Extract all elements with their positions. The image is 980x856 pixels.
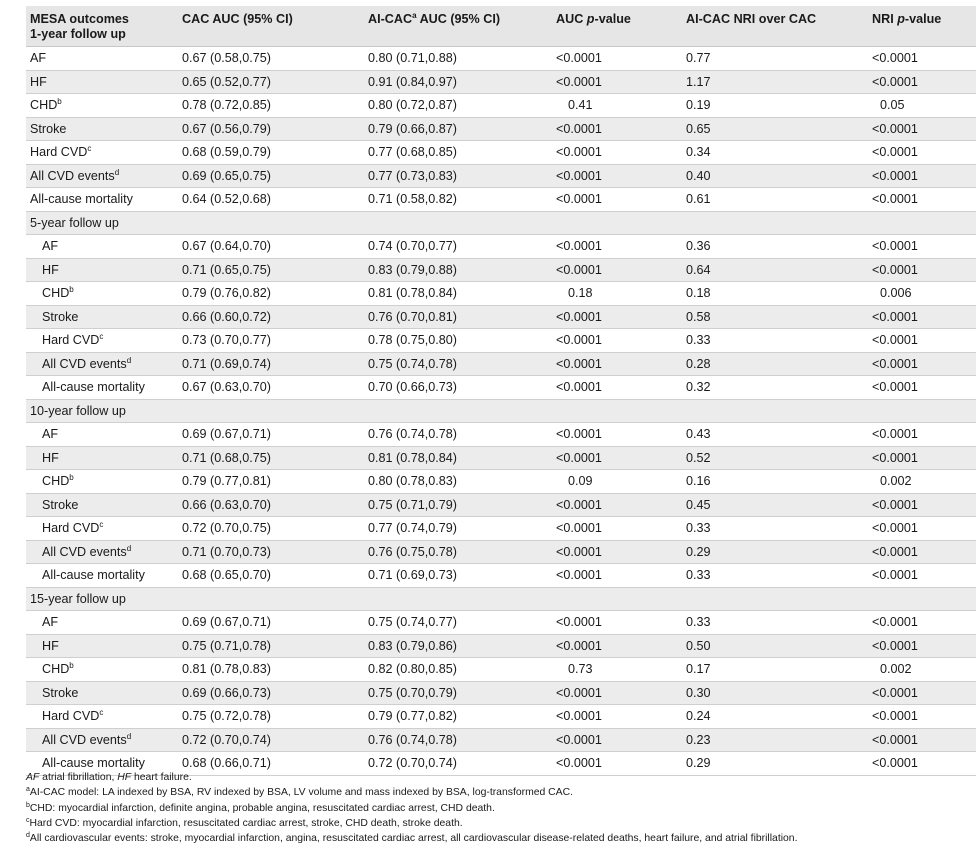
ai-cac-auc-cell: 0.81 (0.78,0.84) bbox=[364, 446, 552, 470]
footnote-a-text: AI-CAC model: LA indexed by BSA, RV indexed by BSA, LV volume and mass indexed by BSA, log-transformed CAC. bbox=[29, 787, 573, 799]
section-title: 15-year follow up bbox=[26, 587, 976, 611]
nri-p-value-cell: <0.0001 bbox=[868, 47, 976, 71]
ai-cac-auc-cell: 0.77 (0.73,0.83) bbox=[364, 164, 552, 188]
auc-p-value-cell: <0.0001 bbox=[552, 493, 682, 517]
nri-p-value-cell: <0.0001 bbox=[868, 564, 976, 588]
cac-auc-cell: 0.81 (0.78,0.83) bbox=[178, 658, 364, 682]
ai-cac-auc-cell: 0.76 (0.74,0.78) bbox=[364, 728, 552, 752]
nri-p-value-cell: <0.0001 bbox=[868, 728, 976, 752]
footnote-marker: b bbox=[69, 661, 74, 671]
outcome-label: HF bbox=[42, 638, 59, 653]
cac-auc-cell: 0.67 (0.64,0.70) bbox=[178, 235, 364, 259]
nri-cell: 0.61 bbox=[682, 188, 868, 212]
outcome-label: HF bbox=[30, 74, 47, 89]
header-ai-cac-auc bbox=[364, 6, 552, 47]
cac-auc-cell: 0.67 (0.58,0.75) bbox=[178, 47, 364, 71]
header-nri-p-italic: p bbox=[897, 12, 905, 26]
auc-p-value-cell: 0.18 bbox=[552, 282, 682, 306]
header-ai-cac-rest: AUC (95% CI) bbox=[416, 12, 501, 26]
header-nri: AI-CAC NRI over CAC bbox=[682, 6, 868, 47]
outcome-cell bbox=[26, 282, 178, 306]
footnote-c-marker: c bbox=[26, 816, 30, 824]
ai-cac-auc-cell: 0.91 (0.84,0.97) bbox=[364, 70, 552, 94]
outcome-label: Hard CVD bbox=[42, 333, 100, 348]
table-row bbox=[26, 282, 976, 306]
header-outcomes bbox=[26, 6, 178, 47]
outcome-label: AF bbox=[42, 427, 59, 442]
nri-p-value-cell: <0.0001 bbox=[868, 423, 976, 447]
auc-p-value-cell: <0.0001 bbox=[552, 376, 682, 400]
outcome-cell bbox=[26, 94, 178, 118]
auc-p-value-cell: <0.0001 bbox=[552, 540, 682, 564]
table-row bbox=[26, 658, 976, 682]
auc-p-value-cell: 0.41 bbox=[552, 94, 682, 118]
nri-cell: 0.18 bbox=[682, 282, 868, 306]
auc-p-value-cell: 0.09 bbox=[552, 470, 682, 494]
nri-cell: 0.52 bbox=[682, 446, 868, 470]
nri-p-value-cell: <0.0001 bbox=[868, 705, 976, 729]
nri-p-value-cell: <0.0001 bbox=[868, 446, 976, 470]
nri-cell: 0.65 bbox=[682, 117, 868, 141]
table-row bbox=[26, 235, 976, 259]
abbr-af-text: atrial fibrillation, bbox=[39, 772, 118, 783]
outcome-cell bbox=[26, 188, 178, 212]
cac-auc-cell: 0.71 (0.65,0.75) bbox=[178, 258, 364, 282]
header-ai-cac-label: AI-CAC bbox=[368, 12, 413, 26]
header-nri-p-a: NRI bbox=[872, 12, 898, 26]
auc-p-value-cell: <0.0001 bbox=[552, 705, 682, 729]
table-row bbox=[26, 164, 976, 188]
header-nri-p-b: -value bbox=[904, 12, 942, 26]
nri-cell: 0.33 bbox=[682, 564, 868, 588]
auc-p-value-cell: <0.0001 bbox=[552, 329, 682, 353]
cac-auc-cell: 0.78 (0.72,0.85) bbox=[178, 94, 364, 118]
cac-auc-cell: 0.69 (0.67,0.71) bbox=[178, 611, 364, 635]
nri-cell: 0.77 bbox=[682, 47, 868, 71]
nri-cell: 0.28 bbox=[682, 352, 868, 376]
cac-auc-cell: 0.75 (0.71,0.78) bbox=[178, 634, 364, 658]
section-title: 10-year follow up bbox=[26, 399, 976, 423]
outcome-cell bbox=[26, 235, 178, 259]
footnote-a-marker: a bbox=[26, 786, 30, 794]
header-outcomes-line1: MESA outcomes bbox=[30, 12, 129, 26]
footnote-marker: c bbox=[99, 708, 104, 718]
table-row bbox=[26, 141, 976, 165]
outcome-cell bbox=[26, 141, 178, 165]
footnote-marker: d bbox=[126, 543, 132, 553]
outcome-cell bbox=[26, 705, 178, 729]
ai-cac-auc-cell: 0.77 (0.74,0.79) bbox=[364, 517, 552, 541]
nri-cell: 0.24 bbox=[682, 705, 868, 729]
table-row bbox=[26, 493, 976, 517]
nri-p-value-cell: <0.0001 bbox=[868, 305, 976, 329]
nri-cell: 0.43 bbox=[682, 423, 868, 447]
section-title: 5-year follow up bbox=[26, 211, 976, 235]
table-row bbox=[26, 329, 976, 353]
header-outcomes-line2: 1-year follow up bbox=[30, 27, 126, 41]
auc-p-value-cell: <0.0001 bbox=[552, 752, 682, 776]
outcome-label: All-cause mortality bbox=[42, 380, 145, 395]
footnote-marker: c bbox=[99, 520, 104, 530]
auc-p-value-cell: 0.73 bbox=[552, 658, 682, 682]
outcome-label: Stroke bbox=[42, 309, 79, 324]
header-nri-p bbox=[868, 6, 976, 47]
nri-p-value-cell: <0.0001 bbox=[868, 188, 976, 212]
section-header-row bbox=[26, 587, 976, 611]
outcome-cell bbox=[26, 423, 178, 447]
nri-p-value-cell: <0.0001 bbox=[868, 634, 976, 658]
outcome-label: Hard CVD bbox=[42, 521, 100, 536]
cac-auc-cell: 0.72 (0.70,0.75) bbox=[178, 517, 364, 541]
table-row bbox=[26, 540, 976, 564]
ai-cac-auc-cell: 0.72 (0.70,0.74) bbox=[364, 752, 552, 776]
footnote-c bbox=[26, 816, 976, 831]
outcome-label: CHD bbox=[30, 98, 58, 113]
auc-p-value-cell: <0.0001 bbox=[552, 141, 682, 165]
auc-p-value-cell: <0.0001 bbox=[552, 70, 682, 94]
cac-auc-cell: 0.66 (0.63,0.70) bbox=[178, 493, 364, 517]
outcome-label: All-cause mortality bbox=[42, 568, 145, 583]
nri-p-value-cell: 0.002 bbox=[868, 470, 976, 494]
table-row bbox=[26, 47, 976, 71]
ai-cac-auc-cell: 0.70 (0.66,0.73) bbox=[364, 376, 552, 400]
auc-p-value-cell: <0.0001 bbox=[552, 164, 682, 188]
outcome-cell bbox=[26, 70, 178, 94]
auc-p-value-cell: <0.0001 bbox=[552, 681, 682, 705]
outcome-cell bbox=[26, 540, 178, 564]
nri-p-value-cell: <0.0001 bbox=[868, 70, 976, 94]
ai-cac-auc-cell: 0.79 (0.66,0.87) bbox=[364, 117, 552, 141]
outcome-label: AF bbox=[42, 239, 59, 254]
nri-p-value-cell: <0.0001 bbox=[868, 329, 976, 353]
auc-p-value-cell: <0.0001 bbox=[552, 611, 682, 635]
auc-p-value-cell: <0.0001 bbox=[552, 634, 682, 658]
nri-cell: 0.64 bbox=[682, 258, 868, 282]
ai-cac-auc-cell: 0.80 (0.71,0.88) bbox=[364, 47, 552, 71]
footnotes bbox=[26, 770, 976, 846]
outcome-label: Stroke bbox=[42, 497, 79, 512]
ai-cac-auc-cell: 0.83 (0.79,0.86) bbox=[364, 634, 552, 658]
table-row bbox=[26, 564, 976, 588]
ai-cac-auc-cell: 0.77 (0.68,0.85) bbox=[364, 141, 552, 165]
outcome-label: All-cause mortality bbox=[42, 756, 145, 771]
outcome-label: AF bbox=[42, 615, 59, 630]
footnote-marker: d bbox=[126, 731, 132, 741]
footnote-marker: d bbox=[126, 355, 132, 365]
nri-p-value-cell: <0.0001 bbox=[868, 517, 976, 541]
ai-cac-auc-cell: 0.75 (0.70,0.79) bbox=[364, 681, 552, 705]
nri-cell: 0.45 bbox=[682, 493, 868, 517]
outcome-cell bbox=[26, 329, 178, 353]
ai-cac-auc-cell: 0.80 (0.72,0.87) bbox=[364, 94, 552, 118]
nri-cell: 0.23 bbox=[682, 728, 868, 752]
nri-cell: 0.30 bbox=[682, 681, 868, 705]
nri-p-value-cell: 0.002 bbox=[868, 658, 976, 682]
footnote-b-text: CHD: myocardial infarction, definite angina, probable angina, resuscitated cardiac arrest, CHD death. bbox=[29, 802, 495, 814]
section-header-row bbox=[26, 211, 976, 235]
abbr-hf: HF bbox=[117, 772, 132, 783]
outcome-cell bbox=[26, 611, 178, 635]
cac-auc-cell: 0.71 (0.70,0.73) bbox=[178, 540, 364, 564]
ai-cac-auc-cell: 0.76 (0.74,0.78) bbox=[364, 423, 552, 447]
table-row bbox=[26, 634, 976, 658]
nri-cell: 0.19 bbox=[682, 94, 868, 118]
ai-cac-auc-cell: 0.76 (0.70,0.81) bbox=[364, 305, 552, 329]
outcome-cell bbox=[26, 258, 178, 282]
results-table-container bbox=[26, 6, 976, 776]
footnote-d-text: All cardiovascular events: stroke, myocardial infarction, angina, resuscitated cardiac arrest, all cardiovascular disease-related deaths, heart failure, and atrial fibrillation. bbox=[29, 833, 798, 845]
outcome-cell bbox=[26, 681, 178, 705]
nri-p-value-cell: <0.0001 bbox=[868, 235, 976, 259]
results-table bbox=[26, 6, 976, 776]
ai-cac-auc-cell: 0.75 (0.74,0.77) bbox=[364, 611, 552, 635]
outcome-cell bbox=[26, 658, 178, 682]
nri-p-value-cell: <0.0001 bbox=[868, 681, 976, 705]
outcome-cell bbox=[26, 493, 178, 517]
ai-cac-auc-cell: 0.71 (0.58,0.82) bbox=[364, 188, 552, 212]
outcome-cell bbox=[26, 47, 178, 71]
outcome-label: Hard CVD bbox=[30, 145, 88, 160]
nri-p-value-cell: 0.006 bbox=[868, 282, 976, 306]
abbr-hf-text: heart failure. bbox=[131, 772, 192, 783]
nri-cell: 0.33 bbox=[682, 611, 868, 635]
auc-p-value-cell: <0.0001 bbox=[552, 728, 682, 752]
ai-cac-auc-cell: 0.83 (0.79,0.88) bbox=[364, 258, 552, 282]
footnote-marker: d bbox=[114, 167, 120, 177]
header-auc-p-italic: p bbox=[586, 12, 595, 26]
footnote-c-text: Hard CVD: myocardial infarction, resuscitated cardiac arrest, stroke, CHD death, stroke death. bbox=[29, 817, 463, 829]
ai-cac-auc-cell: 0.80 (0.78,0.83) bbox=[364, 470, 552, 494]
table-row bbox=[26, 681, 976, 705]
nri-cell: 0.34 bbox=[682, 141, 868, 165]
header-auc-p bbox=[552, 6, 682, 47]
cac-auc-cell: 0.68 (0.59,0.79) bbox=[178, 141, 364, 165]
outcome-cell bbox=[26, 470, 178, 494]
nri-p-value-cell: <0.0001 bbox=[868, 164, 976, 188]
outcome-label: All CVD events bbox=[42, 732, 127, 747]
table-row bbox=[26, 305, 976, 329]
outcome-cell bbox=[26, 517, 178, 541]
outcome-label: AF bbox=[30, 51, 47, 66]
nri-cell: 0.29 bbox=[682, 540, 868, 564]
outcome-label: CHD bbox=[42, 662, 70, 677]
footnote-d bbox=[26, 831, 976, 846]
cac-auc-cell: 0.71 (0.69,0.74) bbox=[178, 352, 364, 376]
footnote-a bbox=[26, 785, 976, 800]
table-row bbox=[26, 470, 976, 494]
outcome-label: Stroke bbox=[30, 121, 67, 136]
outcome-label: All CVD events bbox=[42, 544, 127, 559]
auc-p-value-cell: <0.0001 bbox=[552, 188, 682, 212]
cac-auc-cell: 0.67 (0.63,0.70) bbox=[178, 376, 364, 400]
cac-auc-cell: 0.69 (0.66,0.73) bbox=[178, 681, 364, 705]
nri-p-value-cell: <0.0001 bbox=[868, 352, 976, 376]
outcome-label: All CVD events bbox=[30, 168, 115, 183]
auc-p-value-cell: <0.0001 bbox=[552, 446, 682, 470]
table-row bbox=[26, 376, 976, 400]
outcome-cell bbox=[26, 728, 178, 752]
nri-p-value-cell: <0.0001 bbox=[868, 493, 976, 517]
ai-cac-auc-cell: 0.82 (0.80,0.85) bbox=[364, 658, 552, 682]
auc-p-value-cell: <0.0001 bbox=[552, 47, 682, 71]
footnote-b-marker: b bbox=[26, 801, 30, 809]
auc-p-value-cell: <0.0001 bbox=[552, 258, 682, 282]
ai-cac-auc-cell: 0.75 (0.74,0.78) bbox=[364, 352, 552, 376]
table-body bbox=[26, 47, 976, 776]
outcome-cell bbox=[26, 164, 178, 188]
table-row bbox=[26, 258, 976, 282]
nri-cell: 1.17 bbox=[682, 70, 868, 94]
nri-cell: 0.36 bbox=[682, 235, 868, 259]
ai-cac-auc-cell: 0.81 (0.78,0.84) bbox=[364, 282, 552, 306]
nri-cell: 0.33 bbox=[682, 329, 868, 353]
abbr-af: AF bbox=[26, 772, 40, 783]
cac-auc-cell: 0.79 (0.77,0.81) bbox=[178, 470, 364, 494]
table-row bbox=[26, 423, 976, 447]
outcome-label: All CVD events bbox=[42, 356, 127, 371]
outcome-label: CHD bbox=[42, 286, 70, 301]
nri-p-value-cell: <0.0001 bbox=[868, 752, 976, 776]
footnote-marker: c bbox=[99, 332, 104, 342]
cac-auc-cell: 0.67 (0.56,0.79) bbox=[178, 117, 364, 141]
nri-p-value-cell: <0.0001 bbox=[868, 258, 976, 282]
nri-cell: 0.17 bbox=[682, 658, 868, 682]
table-row bbox=[26, 70, 976, 94]
outcome-cell bbox=[26, 446, 178, 470]
outcome-label: HF bbox=[42, 262, 59, 277]
footnote-marker: c bbox=[87, 144, 92, 154]
outcome-label: HF bbox=[42, 450, 59, 465]
table-row bbox=[26, 728, 976, 752]
nri-cell: 0.29 bbox=[682, 752, 868, 776]
nri-cell: 0.32 bbox=[682, 376, 868, 400]
table-row bbox=[26, 517, 976, 541]
header-cac-auc: CAC AUC (95% CI) bbox=[178, 6, 364, 47]
outcome-cell bbox=[26, 376, 178, 400]
auc-p-value-cell: <0.0001 bbox=[552, 423, 682, 447]
outcome-label: Hard CVD bbox=[42, 709, 100, 724]
header-auc-p-b: -value bbox=[594, 12, 631, 26]
outcome-cell bbox=[26, 305, 178, 329]
nri-p-value-cell: 0.05 bbox=[868, 94, 976, 118]
header-auc-p-a: AUC bbox=[556, 12, 587, 26]
cac-auc-cell: 0.69 (0.65,0.75) bbox=[178, 164, 364, 188]
auc-p-value-cell: <0.0001 bbox=[552, 305, 682, 329]
ai-cac-auc-cell: 0.78 (0.75,0.80) bbox=[364, 329, 552, 353]
nri-cell: 0.16 bbox=[682, 470, 868, 494]
table-row bbox=[26, 352, 976, 376]
cac-auc-cell: 0.64 (0.52,0.68) bbox=[178, 188, 364, 212]
cac-auc-cell: 0.79 (0.76,0.82) bbox=[178, 282, 364, 306]
footnote-marker: b bbox=[57, 97, 62, 107]
auc-p-value-cell: <0.0001 bbox=[552, 117, 682, 141]
cac-auc-cell: 0.65 (0.52,0.77) bbox=[178, 70, 364, 94]
outcome-cell bbox=[26, 564, 178, 588]
footnote-marker: b bbox=[69, 473, 74, 483]
cac-auc-cell: 0.72 (0.70,0.74) bbox=[178, 728, 364, 752]
outcome-label: Stroke bbox=[42, 685, 79, 700]
table-header-row bbox=[26, 6, 976, 47]
cac-auc-cell: 0.75 (0.72,0.78) bbox=[178, 705, 364, 729]
section-header-row bbox=[26, 399, 976, 423]
nri-p-value-cell: <0.0001 bbox=[868, 117, 976, 141]
footnote-d-marker: d bbox=[26, 832, 30, 840]
footnote-abbreviations bbox=[26, 770, 976, 785]
outcome-label: CHD bbox=[42, 474, 70, 489]
ai-cac-auc-cell: 0.75 (0.71,0.79) bbox=[364, 493, 552, 517]
ai-cac-auc-cell: 0.76 (0.75,0.78) bbox=[364, 540, 552, 564]
nri-p-value-cell: <0.0001 bbox=[868, 611, 976, 635]
table-row bbox=[26, 446, 976, 470]
nri-p-value-cell: <0.0001 bbox=[868, 376, 976, 400]
footnote-marker: a bbox=[412, 11, 417, 20]
cac-auc-cell: 0.71 (0.68,0.75) bbox=[178, 446, 364, 470]
table-row bbox=[26, 94, 976, 118]
nri-cell: 0.40 bbox=[682, 164, 868, 188]
outcome-label: All-cause mortality bbox=[30, 192, 133, 207]
nri-cell: 0.50 bbox=[682, 634, 868, 658]
nri-p-value-cell: <0.0001 bbox=[868, 540, 976, 564]
cac-auc-cell: 0.68 (0.65,0.70) bbox=[178, 564, 364, 588]
table-row bbox=[26, 705, 976, 729]
auc-p-value-cell: <0.0001 bbox=[552, 352, 682, 376]
auc-p-value-cell: <0.0001 bbox=[552, 235, 682, 259]
table-row bbox=[26, 117, 976, 141]
footnote-marker: b bbox=[69, 285, 74, 295]
ai-cac-auc-cell: 0.74 (0.70,0.77) bbox=[364, 235, 552, 259]
table-row bbox=[26, 188, 976, 212]
table-row bbox=[26, 611, 976, 635]
outcome-cell bbox=[26, 634, 178, 658]
nri-cell: 0.33 bbox=[682, 517, 868, 541]
cac-auc-cell: 0.69 (0.67,0.71) bbox=[178, 423, 364, 447]
nri-cell: 0.58 bbox=[682, 305, 868, 329]
nri-p-value-cell: <0.0001 bbox=[868, 141, 976, 165]
outcome-cell bbox=[26, 352, 178, 376]
ai-cac-auc-cell: 0.79 (0.77,0.82) bbox=[364, 705, 552, 729]
outcome-cell bbox=[26, 117, 178, 141]
cac-auc-cell: 0.73 (0.70,0.77) bbox=[178, 329, 364, 353]
cac-auc-cell: 0.68 (0.66,0.71) bbox=[178, 752, 364, 776]
auc-p-value-cell: <0.0001 bbox=[552, 517, 682, 541]
ai-cac-auc-cell: 0.71 (0.69,0.73) bbox=[364, 564, 552, 588]
auc-p-value-cell: <0.0001 bbox=[552, 564, 682, 588]
cac-auc-cell: 0.66 (0.60,0.72) bbox=[178, 305, 364, 329]
footnote-b bbox=[26, 801, 976, 816]
